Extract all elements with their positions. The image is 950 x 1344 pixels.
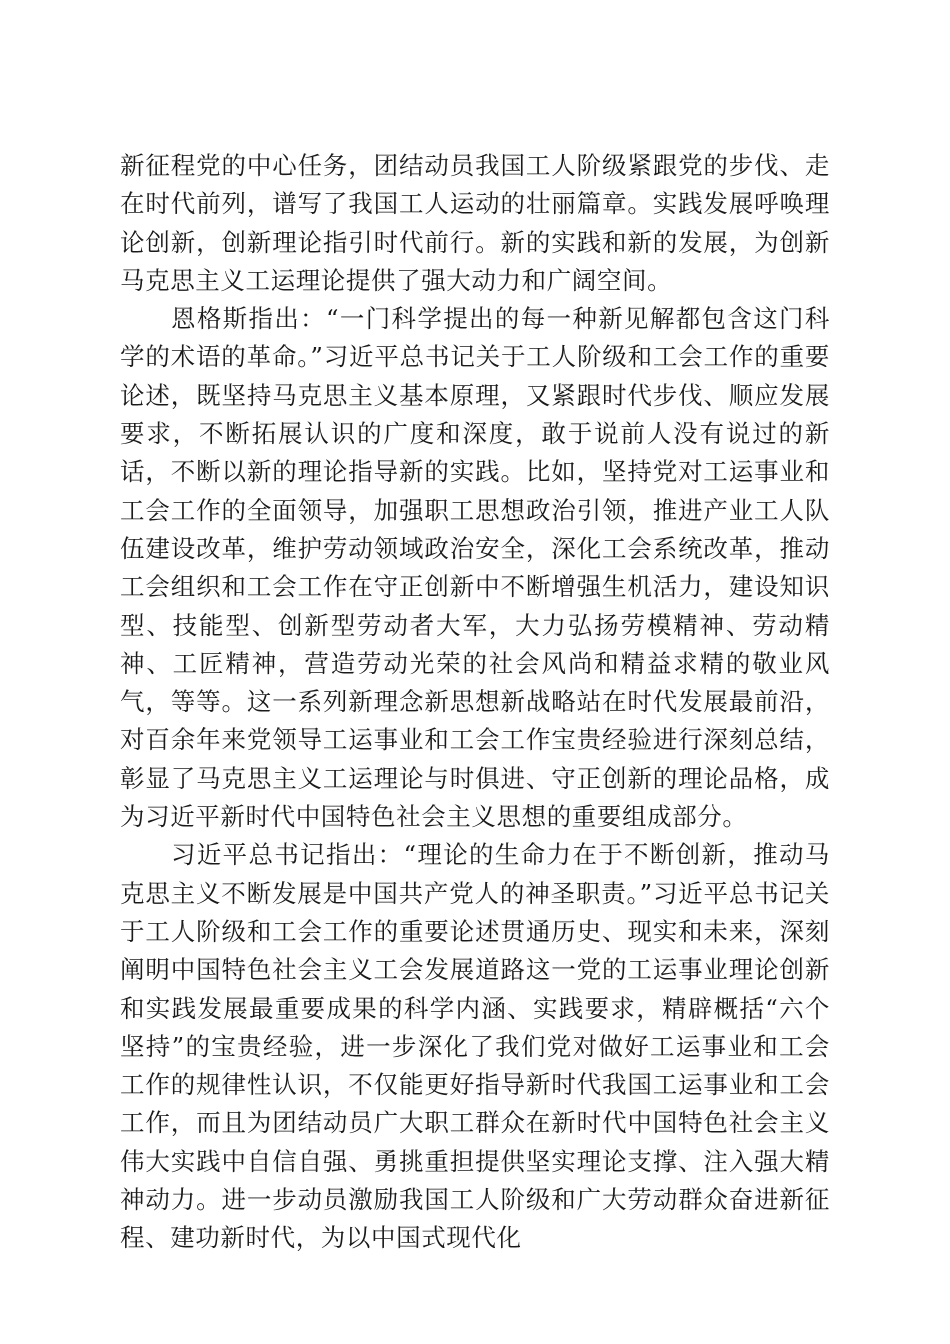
paragraph-1: 新征程党的中心任务，团结动员我国工人阶级紧跟党的步伐、走在时代前列，谱写了我国工人运动的壮丽篇章。实践发展呼唤理论创新，创新理论指引时代前行。新的实践和新的发展，为创新马克思主义工运理论提供了强大动力和广阔空间。 xyxy=(120,151,830,295)
document-body xyxy=(120,147,830,1258)
paragraph-2: 恩格斯指出：“一门科学提出的每一种新见解都包含这门科学的术语的革命。”习近平总书记关于工人阶级和工会工作的重要论述，既坚持马克思主义基本原理，又紧跟时代步伐、顺应发展要求，不断拓展认识的广度和深度，敢于说前人没有说过的新话，不断以新的理论指导新的实践。比如，坚持党对工运事业和工会工作的全面领导，加强职工思想政治引领，推进产业工人队伍建设改革，维护劳动领域政治安全，深化工会系统改革，推动工会组织和工会工作在守正创新中不断增强生机活力，建设知识型、技能型、创新型劳动者大军，大力弘扬劳模精神、劳动精神、工匠精神，营造劳动光荣的社会风尚和精益求精的敬业风气，等等。这一系列新理念新思想新战略站在时代发展最前沿，对百余年来党领导工运事业和工会工作宝贵经验进行深刻总结，彰显了马克思主义工运理论与时俱进、守正创新的理论品格，成为习近平新时代中国特色社会主义思想的重要组成部分。 xyxy=(120,304,830,832)
paragraph-3: 习近平总书记指出：“理论的生命力在于不断创新，推动马克思主义不断发展是中国共产党人的神圣职责。”习近平总书记关于工人阶级和工会工作的重要论述贯通历史、现实和未来，深刻阐明中国特色社会主义工会发展道路这一党的工运事业理论创新和实践发展最重要成果的科学内涵、实践要求，精辟概括“六个坚持”的宝贵经验，进一步深化了我们党对做好工运事业和工会工作的规律性认识，不仅能更好指导新时代我国工运事业和工会工作，而且为团结动员广大职工群众在新时代中国特色社会主义伟大实践中自信自强、勇挑重担提供坚实理论支撑、注入强大精神动力。进一步动员激励我国工人阶级和广大劳动群众奋进新征程、建功新时代，为以中国式现代化 xyxy=(120,840,830,1253)
